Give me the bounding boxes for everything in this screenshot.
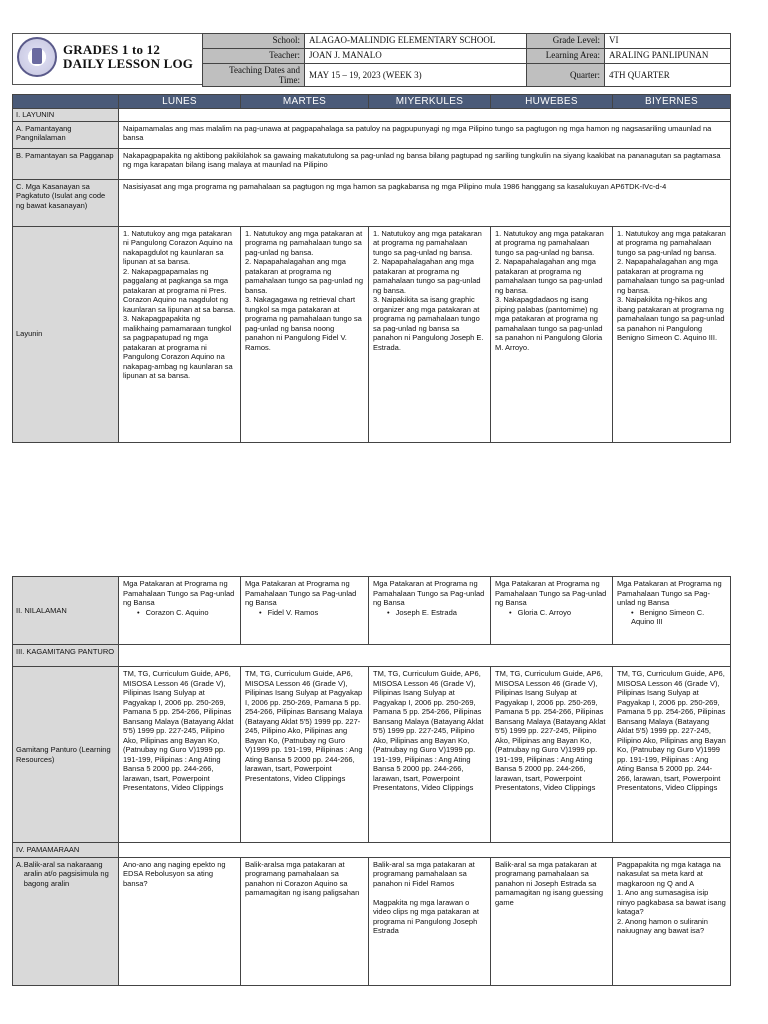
grade-level-label: Grade Level: [527, 34, 605, 49]
kasanayan-sa-pagkatuto-label: C. Mga Kasanayan sa Pagkatuto (Isulat ang code ng bawat kasanayan) [13, 179, 119, 226]
teacher-label: Teacher: [203, 49, 305, 64]
resources-biyernes: TM, TG, Curriculum Guide, AP6, MISOSA Lesson 46 (Grade V), Pilipinas Isang Sulyap at Pagyakap I, 2006 pp. 250-269, Pamana 5 pp. 254-266, Pilipinas Bansang Malaya (Batayang Aklat 5'5) 1999 pp. 227-245, Pilipino Ako, Pilipinas ang Bayan Ko, (Patnubay ng Guro V)1999 pp. 191-199, Pilipinas : Ang Ating Bansa 5 2000 pp. 244-266, larawan, tsart, Powerpoint Presentatons, Video Clippings [613, 667, 731, 843]
kagamitan-label: III. KAGAMITANG PANTURO [13, 645, 119, 667]
school-label: School: [203, 34, 305, 49]
resources-lunes: TM, TG, Curriculum Guide, AP6, MISOSA Lesson 46 (Grade V), Pilipinas Isang Sulyap at Pagyakap I, 2006 pp. 250-269, Pamana 5 pp. 254-266, Pilipinas Bansang Malaya (Batayang Aklat 5'5) 1999 pp. 227-245, Pilipino Ako, Pilipinas ang Bayan Ko, (Patnubay ng Guro V)1999 pp. 191-199, Pilipinas : Ang Ating Bansa 5 2000 pp. 244-266, larawan, tsart, Powerpoint Presentatons, Video Clippings [119, 667, 241, 843]
learning-area-value: ARALING PANLIPUNAN [605, 49, 731, 64]
nilalaman-huwebes: Mga Patakaran at Programa ng Pamahalaan Tungo sa Pag-unlad ng Bansa • Gloria C. Arroyo [491, 577, 613, 645]
pamantayan-sa-pagganap-text: Nakapagpapakita ng aktibong pakikilahok sa gawaing makatutulong sa pag-unlad ng bansa bilang pagtupad ng sariling tungkulin na siyang kaakibat na pananagutan sa pagtamasa ng mga karapatan bilang isang malaya at maunlad na Pilipino [119, 148, 731, 179]
pamantayan-sa-pagganap-label: B. Pamantayan sa Pagganap [13, 148, 119, 179]
day-header-biyernes: BIYERNES [613, 95, 731, 109]
school-value: ALAGAO-MALINDIG ELEMENTARY SCHOOL [305, 34, 527, 49]
president-name: • Corazon C. Aquino [123, 608, 236, 618]
day-header-lunes: LUNES [119, 95, 241, 109]
layunin-row-label: Layunin [13, 226, 119, 442]
day-header-blank [13, 95, 119, 109]
layunin-huwebes: 1. Natutukoy ang mga patakaran at programa ng pamahalaan tungo sa pag-unlad ng bansa. 2. Napapahalagahan ang mga patakaran at programa ng pamahalaan tungo sa pag-unlad ng bansa. 3. Nakapagdadaos ng isang piping palabas (pantomime) ng mga patakaran at programa ng pamahalaan tungo sa pag-unlad sa panahon ni Pangulong Gloria M. Arroyo. [491, 226, 613, 442]
balik-aral-label: A. Balik-aral sa nakaraang aralin at/o pagsisimula ng bagong aralin [13, 857, 119, 985]
nilalaman-label: II. NILALAMAN [13, 577, 119, 645]
pamantayang-pangnilalaman-text: Naipamamalas ang mas malalim na pag-unawa at pagpapahalaga sa patuloy na pagpupunyagi ng mga Pilipino tungo sa pagtugon ng mga hamon ng nagsasariling umaunlad na bansa [119, 121, 731, 148]
pamantayang-pangnilalaman-label: A. Pamantayang Pangnilalaman [13, 121, 119, 148]
teaching-dates-label: Teaching Dates and Time: [203, 64, 305, 87]
layunin-lunes: 1. Natutukoy ang mga patakaran ni Pangulong Corazon Aquino na nakapagdulot ng kaunlaran sa lipunan at sa bansa. 2. Nakapagpapamalas ng paggalang at pagkanga sa mga patakaran at programa ni Pres. Corazon Aquino na nagdulot ng kaunlaran sa lipunan at sa bansa. 3. Nakapagpapakita ng malikhaing pamamaraan tungkol sa pagpapatupad ng mga patakaran at programa ni Pangulong Corazon Aquino na nakapag-ambag ng kaunlaran sa lipunan at sa bansa. [119, 226, 241, 442]
balik-aral-miyerkules: Balik-aral sa mga patakaran at programang pamahalaan sa panahon ni Fidel Ramos Magpakita ng mga larawan o video clips ng mga patakaran at programa ni Pangulong Joseph Estrada [369, 857, 491, 985]
quarter-label: Quarter: [527, 64, 605, 87]
pamamaraan-label: IV. PAMAMARAAN [13, 843, 119, 858]
quarter-value: 4TH QUARTER [605, 64, 731, 87]
nilalaman-lunes: Mga Patakaran at Programa ng Pamahalaan Tungo sa Pag-unlad ng Bansa • Corazon C. Aquino [119, 577, 241, 645]
nilalaman-pamamaraan-table [12, 576, 731, 986]
kasanayan-sa-pagkatuto-text: Nasisiyasat ang mga programa ng pamahalaan sa pagtugon ng mga hamon sa pagkabansa ng mga Pilipino mula 1986 hanggang sa kasalukuyan AP6TDK-IVc-d-4 [119, 179, 731, 226]
deped-seal-logo [17, 37, 57, 77]
balik-aral-huwebes: Balik-aral sa mga patakaran at programang pamahalaan sa panahon ni Joseph Estrada sa pamamagitan ng isang guessing game [491, 857, 613, 985]
resources-martes: TM, TG, Curriculum Guide, AP6, MISOSA Lesson 46 (Grade V), Pilipinas Isang Sulyap at Pagyakap I, 2006 pp. 250-269, Pamana 5 pp. 254-266, Pilipinas Bansang Malaya (Batayang Aklat 5'5) 1999 pp. 227-245, Pilipino Ako, Pilipinas ang Bayan Ko, (Patnubay ng Guro V)1999 pp. 191-199, Pilipinas : Ang Ating Bansa 5 2000 pp. 244-266, larawan, tsart, Powerpoint Presentatons, Video Clippings [241, 667, 369, 843]
balik-aral-biyernes: Pagpapakita ng mga kataga na nakasulat sa meta kard at magkaroon ng Q and A 1. Ano ang sumasagisa isip ninyo pagkabasa sa bawat isang kataga? 2. Anong hamon o suliranin naiuugnay ang bawat isa? [613, 857, 731, 985]
layunin-martes: 1. Natutukoy ang mga patakaran at programa ng pamahalaan tungo sa pag-unlad ng bansa. 2. Napapahalagahan ang mga patakaran at programa ng pamahalaan tungo sa pag-unlad ng bansa. 3. Nakagagawa ng retrieval chart tungkol sa mga patakaran at programa ng pamahalaan tungo sa pag-unlad ng bansa noong panahon ni Pangulong Fidel V. Ramos. [241, 226, 369, 442]
day-header-huwebes: HUWEBES [491, 95, 613, 109]
teaching-dates-value: MAY 15 – 19, 2023 (WEEK 3) [305, 64, 527, 87]
layunin-table [12, 94, 731, 443]
day-header-miyerkules: MIYERKULES [369, 95, 491, 109]
layunin-section-label: I. LAYUNIN [13, 109, 119, 122]
president-name: • Gloria C. Arroyo [495, 608, 608, 618]
president-name: • Benigno Simeon C. Aquino III [617, 608, 726, 627]
layunin-miyerkules: 1. Natutukoy ang mga patakaran at programa ng pamahalaan tungo sa pag-unlad ng bansa. 2. Napapahalagahan ang mga patakaran at programa ng pamahalaan tungo sa pag-unlad ng bansa. 3. Naipakikita sa isang graphic organizer ang mga patakaran at programa ng pamahalaan tungo sa pag-unlad ng bansa sa panahon ni Pangulong Joseph E. Estrada. [369, 226, 491, 442]
school-info-table [202, 33, 731, 87]
president-name: • Joseph E. Estrada [373, 608, 486, 618]
nilalaman-martes: Mga Patakaran at Programa ng Pamahalaan Tungo sa Pag-unlad ng Bansa • Fidel V. Ramos [241, 577, 369, 645]
resources-miyerkules: TM, TG, Curriculum Guide, AP6, MISOSA Lesson 46 (Grade V), Pilipinas Isang Sulyap at Pagyakap I, 2006 pp. 250-269, Pamana 5 pp. 254-266, Pilipinas Bansang Malaya (Batayang Aklat 5'5) 1999 pp. 227-245, Pilipino Ako, Pilipinas ang Bayan Ko, (Patnubay ng Guro V)1999 pp. 191-199, Pilipinas : Ang Ating Bansa 5 2000 pp. 244-266, larawan, tsart, Powerpoint Presentatons, Video Clippings [369, 667, 491, 843]
layunin-biyernes: 1. Natutukoy ang mga patakaran at programa ng pamahalaan tungo sa pag-unlad ng bansa. 2. Napapahalagahan ang mga patakaran at programa ng pamahalaan tungo sa pag-unlad ng bansa. 3. Naipakikita ng-hikos ang ibang patakaran at programa ng pamahalaan tungo sa pag-unlad sa panahon ni Pangulong Benigno Simeon C. Aquino III. [613, 226, 731, 442]
president-name: • Fidel V. Ramos [245, 608, 364, 618]
teacher-value: JOAN J. MANALO [305, 49, 527, 64]
balik-aral-lunes: Ano-ano ang naging epekto ng EDSA Rebolusyon sa ating bansa? [119, 857, 241, 985]
log-title: GRADES 1 to 12 DAILY LESSON LOG [63, 42, 194, 71]
gamitang-panturo-label: Gamitang Panturo (Learning Resources) [13, 667, 119, 843]
grade-level-value: VI [605, 34, 731, 49]
nilalaman-biyernes: Mga Patakaran at Programa ng Pamahalaan Tungo sa Pag-unlad ng Bansa • Benigno Simeon C. Aquino III [613, 577, 731, 645]
nilalaman-miyerkules: Mga Patakaran at Programa ng Pamahalaan Tungo sa Pag-unlad ng Bansa • Joseph E. Estrada [369, 577, 491, 645]
balik-aral-martes: Balik-aralsa mga patakaran at programang pamahalaan sa panahon ni Corazon Aquino sa pamamagitan ng isang paligsahan [241, 857, 369, 985]
day-header-martes: MARTES [241, 95, 369, 109]
resources-huwebes: TM, TG, Curriculum Guide, AP6, MISOSA Lesson 46 (Grade V), Pilipinas Isang Sulyap at Pagyakap I, 2006 pp. 250-269, Pamana 5 pp. 254-266, Pilipinas Bansang Malaya (Batayang Aklat 5'5) 1999 pp. 227-245, Pilipino Ako, Pilipinas ang Bayan Ko, (Patnubay ng Guro V)1999 pp. 191-199, Pilipinas : Ang Ating Bansa 5 2000 pp. 244-266, larawan, tsart, Powerpoint Presentatons, Video Clippings [491, 667, 613, 843]
learning-area-label: Learning Area: [527, 49, 605, 64]
